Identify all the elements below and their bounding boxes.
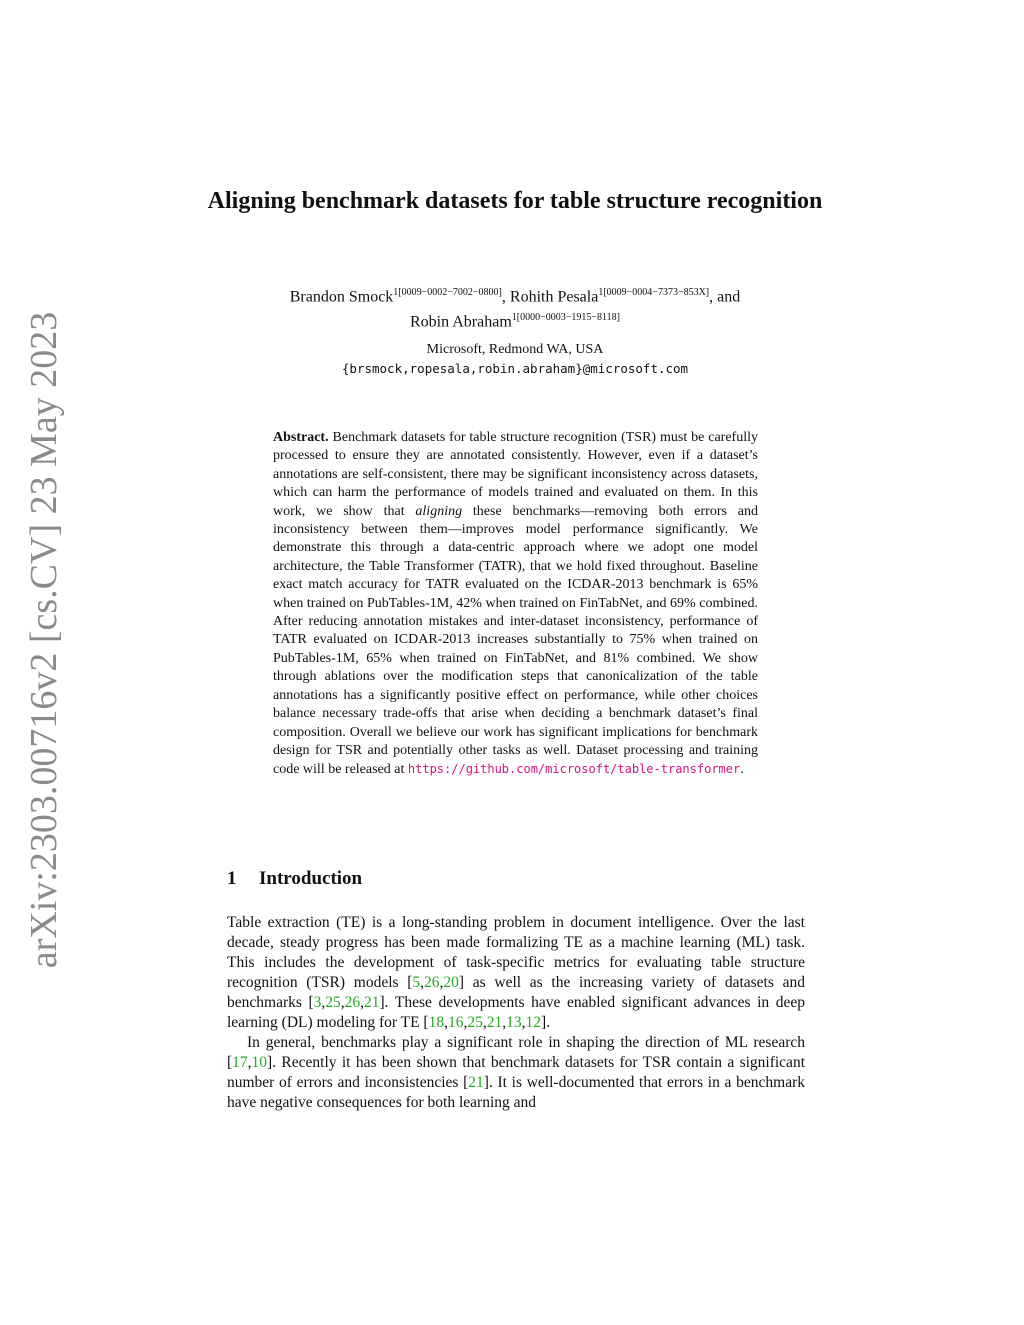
- paragraph-text: ,: [463, 1014, 468, 1031]
- paragraph-text: In general, benchmarks play a significant role in shaping the direction of ML research [: [227, 1034, 805, 1071]
- affiliation-block: [200, 340, 830, 378]
- paragraph-text: Table extraction (TE) is a long-standing problem in document intelligence. Over the last decade, steady progress has been made formalizing TE as a machine learning (ML) task. This includes the development of task-specific metrics for evaluating table structure recognition (TSR) models [: [227, 914, 805, 991]
- abstract-text: Benchmark datasets for table structure recognition (TSR) must be carefully processed to ensure they are annotated consistently. However, even if a dataset’s annotations are self-consistent, there may be significant inconsistency across datasets, which can harm the performance of models trained and evaluated on them. In this work, we show that: [273, 430, 758, 519]
- citation-link[interactable]: 16: [447, 1014, 464, 1031]
- author-name: Rohith Pesala: [509, 288, 599, 306]
- paper-title: Aligning benchmark datasets for table structure recognition: [207, 188, 823, 214]
- citation-link[interactable]: 10: [251, 1054, 268, 1071]
- citation-link[interactable]: 21: [486, 1014, 503, 1031]
- citation-link[interactable]: 5: [412, 974, 421, 991]
- author-list: [200, 282, 830, 333]
- author-name: Brandon Smock: [289, 288, 394, 306]
- citation-link[interactable]: 18: [428, 1014, 445, 1031]
- citation-link[interactable]: 3: [313, 994, 322, 1011]
- paragraph-text: ,: [444, 1014, 448, 1031]
- paragraph-text: ,: [321, 994, 326, 1011]
- repository-link[interactable]: https://github.com/microsoft/table-transformer: [407, 762, 741, 777]
- paragraph-text: ,: [340, 994, 345, 1011]
- introduction-body: [227, 913, 805, 1113]
- citation-link[interactable]: 21: [364, 994, 380, 1011]
- author-orcid: 1[0000−0003−1915−8118]: [511, 312, 620, 324]
- paragraph-text: ,: [420, 974, 425, 991]
- citation-link[interactable]: 26: [344, 994, 361, 1011]
- section-number: 1: [227, 868, 237, 889]
- paragraph-text: ,: [439, 974, 444, 991]
- paragraph-text: ].: [540, 1014, 551, 1031]
- paragraph-text: ,: [482, 1014, 487, 1031]
- paragraph: [227, 1033, 805, 1113]
- section-heading: [227, 868, 807, 890]
- paragraph: [227, 913, 805, 1033]
- citation-link[interactable]: 25: [325, 994, 341, 1011]
- paragraph-text: ,: [247, 1054, 252, 1071]
- paragraph-text: ,: [502, 1014, 507, 1031]
- abstract: [273, 429, 758, 780]
- paragraph-text: ]. These developments have enabled significant advances in deep learning (DL) modeling for TE [: [227, 994, 805, 1031]
- author-emails: {brsmock,ropesala,robin.abraham}@microsoft.com: [341, 361, 689, 376]
- author-separator: , and: [709, 288, 741, 306]
- author-orcid: 1[0009−0004−7373−853X]: [598, 287, 710, 298]
- citation-link[interactable]: 13: [506, 1014, 522, 1031]
- paragraph-text: ,: [360, 994, 365, 1011]
- paragraph-text: ] as well as the increasing variety of datasets and benchmarks [: [227, 974, 805, 1011]
- paragraph-text: ,: [521, 1014, 526, 1031]
- arxiv-side-stamp: arXiv:2303.00716v2 [cs.CV] 23 May 2023: [23, 311, 65, 969]
- citation-link[interactable]: 26: [424, 974, 440, 991]
- author-separator: ,: [501, 288, 510, 306]
- citation-link[interactable]: 25: [467, 1014, 483, 1031]
- citation-link[interactable]: 20: [443, 974, 459, 991]
- abstract-text: .: [740, 762, 744, 778]
- paragraph-text: ]. Recently it has been shown that benchmark datasets for TSR contain a significant number of errors and inconsistencies [: [227, 1054, 805, 1091]
- abstract-emphasis: aligning: [415, 503, 463, 519]
- citation-link[interactable]: 12: [525, 1014, 541, 1031]
- author-name: Robin Abraham: [410, 313, 512, 331]
- citation-link[interactable]: 21: [468, 1074, 484, 1091]
- abstract-label: Abstract.: [273, 430, 329, 445]
- section-title: Introduction: [259, 868, 363, 889]
- paragraph-text: ]. It is well-documented that errors in a benchmark have negative consequences for both learning and: [227, 1074, 805, 1111]
- author-orcid: 1[0009−0002−7002−0800]: [393, 287, 502, 298]
- affiliation: Microsoft, Redmond WA, USA: [426, 342, 604, 357]
- abstract-text: these benchmarks—removing both errors and inconsistency between them—improves model performance significantly. We demonstrate this through a data-centric approach where we adopt one model architecture, the Table Transformer (TATR), that we hold fixed throughout. Baseline exact match accuracy for TATR evaluated on the ICDAR-2013 benchmark is 65% when trained on PubTables-1M, 42% when trained on FinTabNet, and 69% combined. After reducing annotation mistakes and inter-dataset inconsistency, performance of TATR evaluated on ICDAR-2013 increases substantially to 75% when trained on PubTables-1M, 65% when trained on FinTabNet, and 81% combined. We show through ablations over the modification steps that canonicalization of the table annotations has a significantly positive effect on performance, while other choices balance necessary trade-offs that arise when deciding a benchmark dataset’s final composition. Overall we believe our work has significant implications for benchmark design for TSR and potentially other tasks as well. Dataset processing and training code will be released at: [273, 503, 758, 778]
- citation-link[interactable]: 17: [232, 1054, 248, 1071]
